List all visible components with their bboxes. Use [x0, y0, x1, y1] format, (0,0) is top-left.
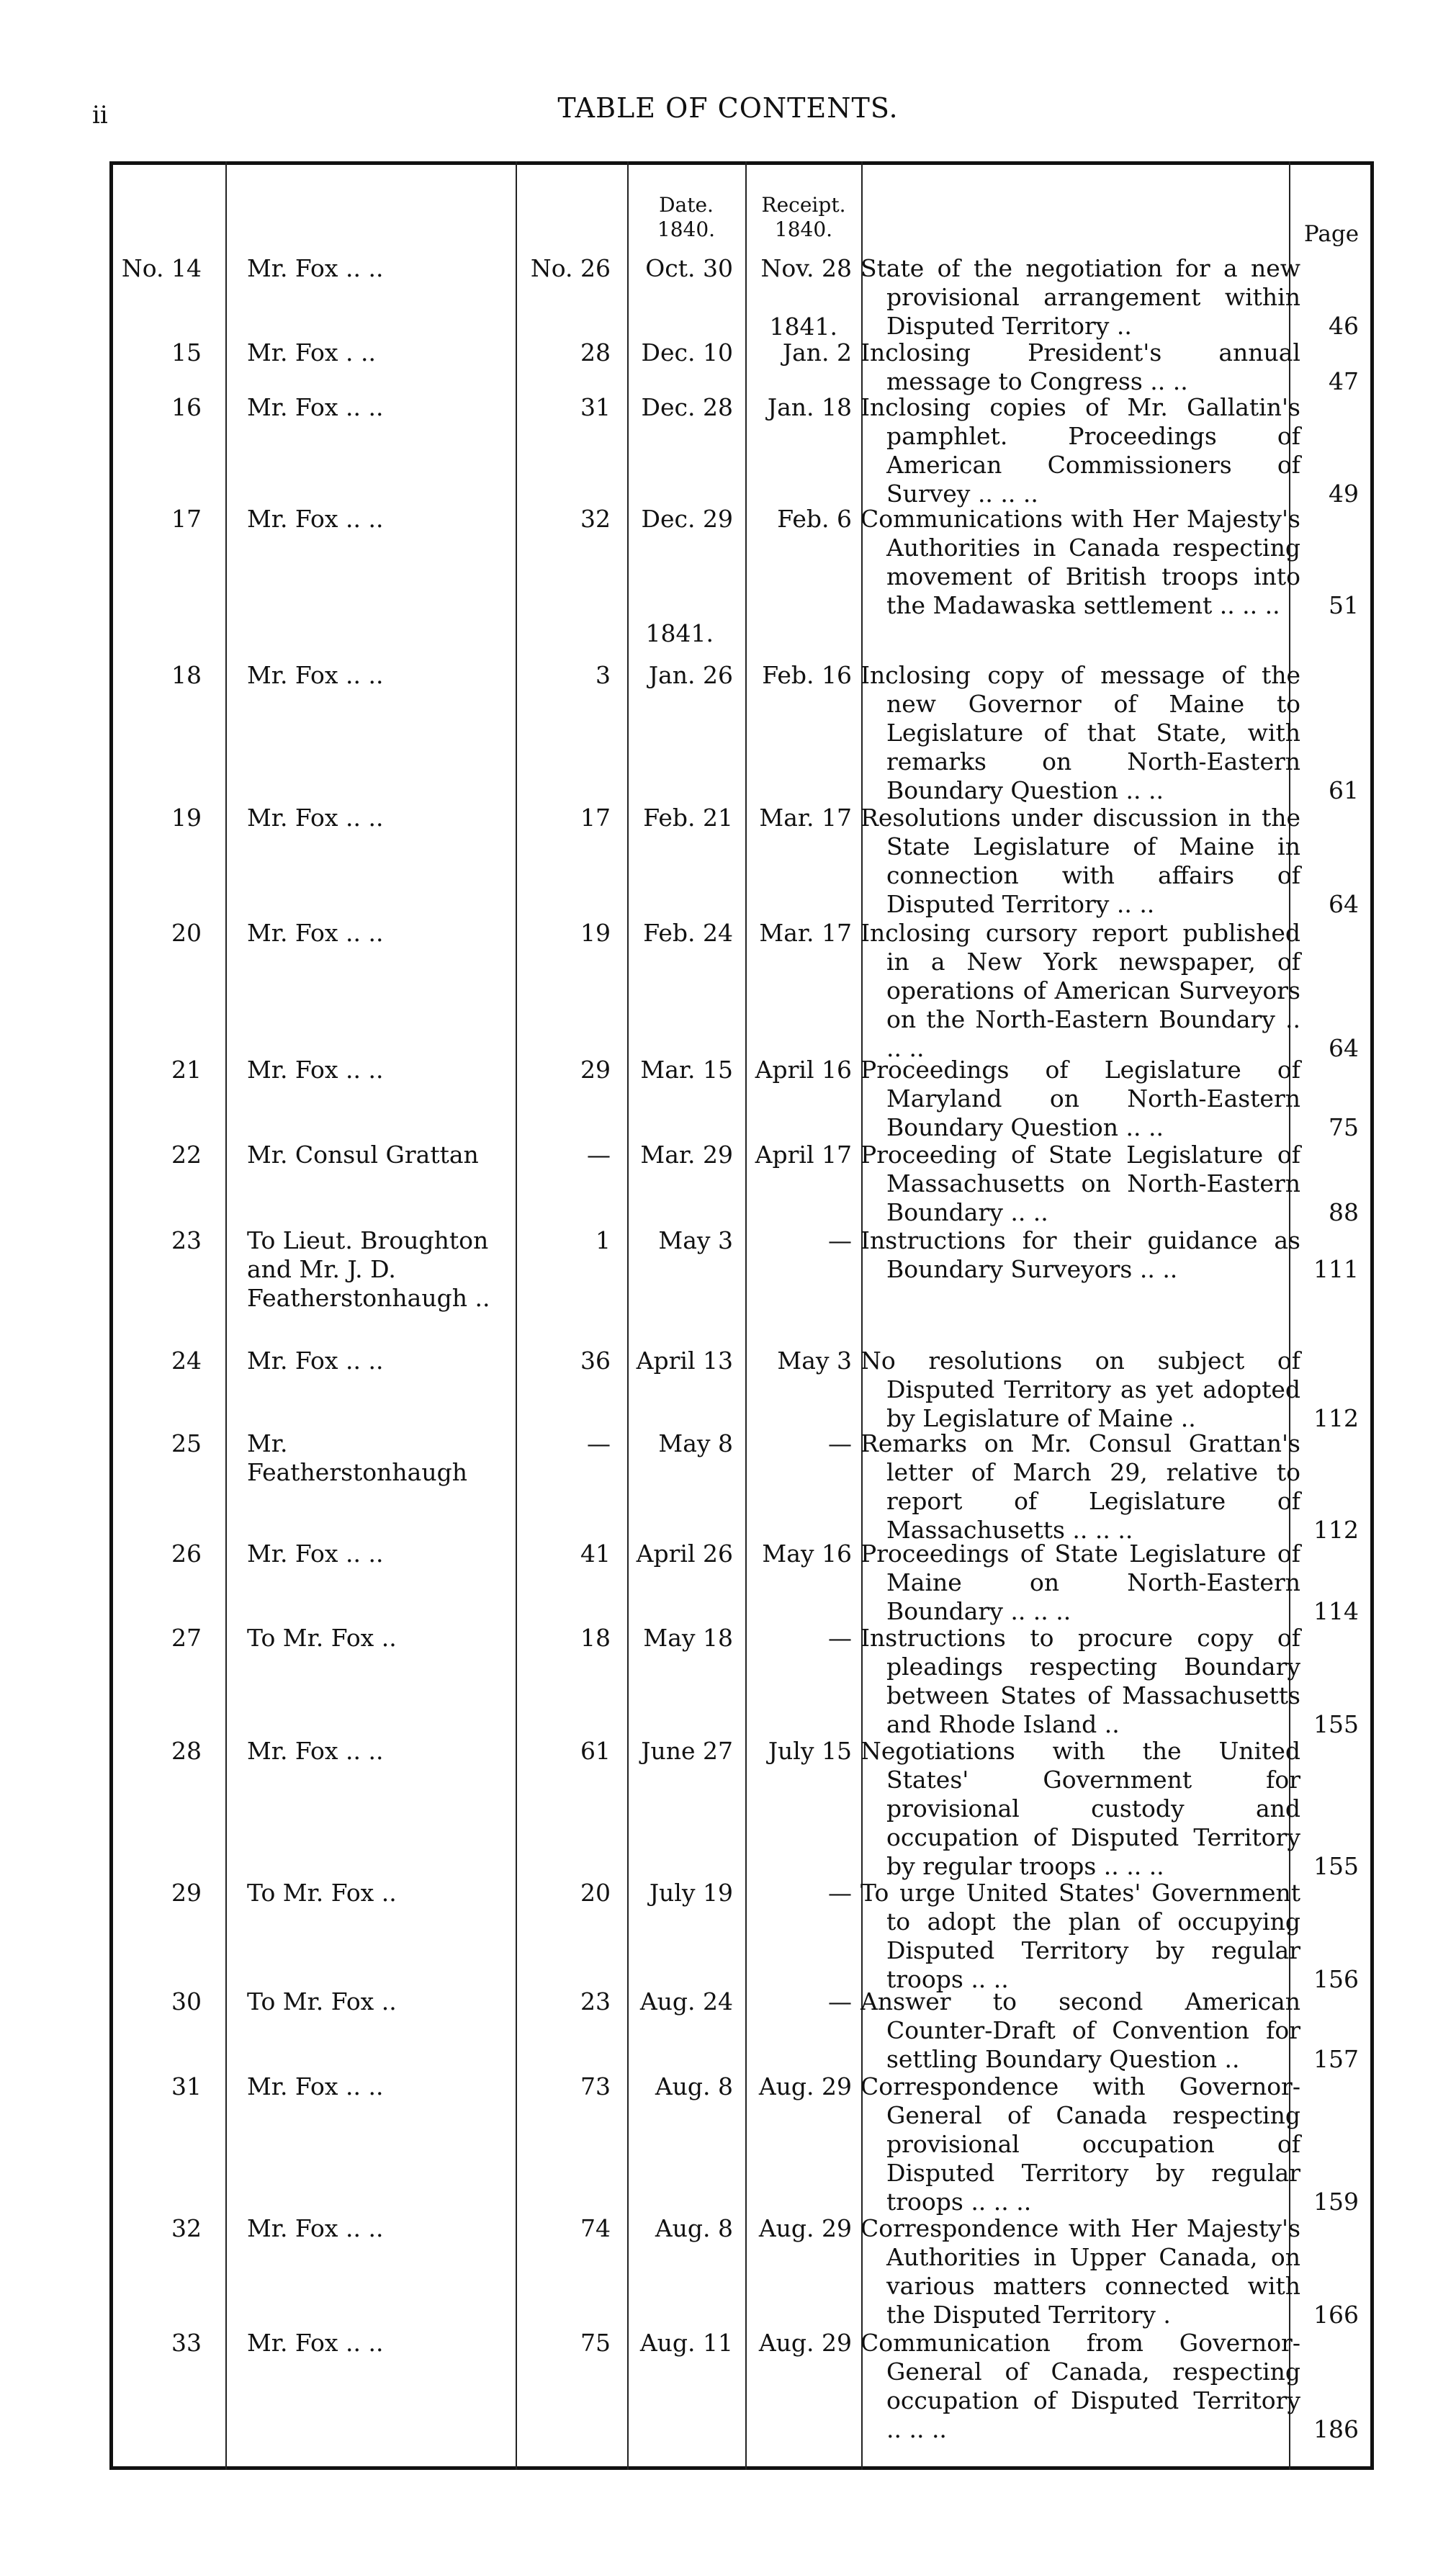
despatch-number: 29	[580, 1056, 611, 1084]
despatch-number: 31	[580, 393, 611, 421]
row-number: 27	[171, 1624, 202, 1652]
despatch-number: 74	[580, 2214, 611, 2242]
subject-cell: Answer to second American Counter-Draft of Convention for settling Boundary Question ..	[860, 1987, 1300, 2073]
date-cell: Jan. 26	[648, 661, 733, 689]
date-year: 1841.	[645, 619, 714, 647]
row-number: 16	[171, 393, 202, 421]
correspondent: Mr. Fox .. ..	[247, 505, 384, 533]
receipt-header-year: 1840.	[774, 217, 833, 241]
receipt-cell: May 3	[777, 1347, 852, 1375]
page-reference: 49	[1329, 480, 1359, 508]
receipt-cell: Jan. 2	[782, 338, 852, 367]
subject-cell: Correspondence with Governor-General of Canada respecting provisional occupation of Disputed Territory by regular troops .. .. ..	[860, 2072, 1300, 2216]
subject-cell: Proceedings of State Legislature of Maine on North-Eastern Boundary .. .. ..	[860, 1540, 1300, 1625]
receipt-cell: —	[828, 1987, 852, 2016]
despatch-number: 41	[580, 1540, 611, 1568]
receipt-cell: Feb. 6	[777, 505, 852, 533]
receipt-cell: Aug. 29	[758, 2214, 852, 2242]
despatch-number: 73	[580, 2072, 611, 2100]
despatch-number: 3	[596, 661, 611, 689]
correspondent: Mr. Fox .. ..	[247, 393, 384, 421]
receipt-cell: Aug. 29	[758, 2072, 852, 2100]
row-number: 32	[171, 2214, 202, 2242]
page-reference: 155	[1313, 1710, 1359, 1738]
date-cell: Dec. 10	[641, 338, 733, 367]
correspondent: To Mr. Fox ..	[247, 1624, 397, 1652]
date-header-label: Date.	[659, 193, 714, 217]
date-cell: Feb. 24	[643, 919, 733, 947]
despatch-number: —	[587, 1429, 611, 1457]
subject-cell: Communication from Governor-General of Canada, respecting occupation of Disputed Territory .. .. ..	[860, 2329, 1300, 2443]
page-reference: 51	[1329, 591, 1359, 619]
correspondent: Mr. Consul Grattan	[247, 1141, 479, 1169]
row-number: 19	[171, 804, 202, 832]
row-number: 29	[171, 1879, 202, 1907]
receipt-header-label: Receipt.	[761, 193, 846, 217]
page-reference: 47	[1329, 367, 1359, 395]
correspondent: To Lieut. Broughton and Mr. J. D. Featherstonhaugh ..	[247, 1226, 490, 1312]
date-cell: Aug. 8	[655, 2214, 733, 2242]
correspondent: Mr. Fox .. ..	[247, 1056, 384, 1084]
row-number: 26	[171, 1540, 202, 1568]
date-cell: Mar. 15	[640, 1056, 733, 1084]
subject-cell: State of the negotiation for a new provisional arrangement within Disputed Territory ..	[860, 254, 1300, 340]
despatch-number: 17	[580, 804, 611, 832]
correspondent: Mr. Fox .. ..	[247, 661, 384, 689]
row-number: 24	[171, 1347, 202, 1375]
page-reference: 64	[1329, 1034, 1359, 1062]
receipt-cell: April 17	[755, 1141, 852, 1169]
despatch-number: 1	[596, 1226, 611, 1254]
receipt-year: 1841.	[769, 313, 837, 341]
receipt-cell: Aug. 29	[758, 2329, 852, 2357]
row-number: 15	[171, 338, 202, 367]
receipt-cell: —	[828, 1226, 852, 1254]
despatch-number: 19	[580, 919, 611, 947]
subject-cell: Proceedings of Legislature of Maryland on North-Eastern Boundary Question .. ..	[860, 1056, 1300, 1141]
correspondent: Mr. Fox .. ..	[247, 2072, 384, 2100]
subject-cell: Inclosing copies of Mr. Gallatin's pamphlet. Proceedings of American Commissioners of Survey .. .. ..	[860, 393, 1300, 508]
subject-cell: Negotiations with the United States' Government for provisional custody and occupation of Disputed Territory by regular troops .. .. ..	[860, 1737, 1300, 1880]
subject-cell: Remarks on Mr. Consul Grattan's letter of March 29, relative to report of Legislature of Massachusetts .. .. ..	[860, 1429, 1300, 1544]
subject-cell: Resolutions under discussion in the State Legislature of Maine in connection with affairs of Disputed Territory .. ..	[860, 804, 1300, 918]
row-number: 18	[171, 661, 202, 689]
page-reference: 64	[1329, 890, 1359, 918]
date-cell: Dec. 28	[641, 393, 733, 421]
subject-cell: To urge United States' Government to adopt the plan of occupying Disputed Territory by regular troops .. ..	[860, 1879, 1300, 1993]
row-number: 21	[171, 1056, 202, 1084]
correspondent: To Mr. Fox ..	[247, 1879, 397, 1907]
despatch-number: 36	[580, 1347, 611, 1375]
date-cell: Aug. 8	[655, 2072, 733, 2100]
page-number: ii	[92, 101, 108, 130]
despatch-number: 18	[580, 1624, 611, 1652]
receipt-cell: —	[828, 1624, 852, 1652]
row-number: 22	[171, 1141, 202, 1169]
despatch-number: —	[587, 1141, 611, 1169]
page-title: TABLE OF CONTENTS.	[557, 92, 899, 124]
correspondent: Mr. Fox .. ..	[247, 254, 384, 282]
row-number: 28	[171, 1737, 202, 1765]
page-reference: 112	[1313, 1516, 1359, 1544]
receipt-cell: July 15	[768, 1737, 852, 1765]
despatch-number: 32	[580, 505, 611, 533]
page-reference: 157	[1313, 2045, 1359, 2073]
correspondent: Mr. Fox .. ..	[247, 2214, 384, 2242]
page-column-header: Page	[1303, 221, 1360, 247]
page-reference: 111	[1313, 1255, 1359, 1283]
date-cell: Oct. 30	[645, 254, 733, 282]
column-divider	[516, 161, 517, 2470]
row-number: 31	[171, 2072, 202, 2100]
date-cell: Aug. 11	[639, 2329, 733, 2357]
correspondent: Mr. Fox .. ..	[247, 1540, 384, 1568]
correspondent: Mr. Fox .. ..	[247, 1347, 384, 1375]
receipt-cell: Mar. 17	[759, 804, 852, 832]
receipt-cell: May 16	[762, 1540, 852, 1568]
page-reference: 112	[1313, 1404, 1359, 1432]
page-reference: 186	[1313, 2415, 1359, 2443]
correspondent: Mr. Fox .. ..	[247, 1737, 384, 1765]
despatch-number: 61	[580, 1737, 611, 1765]
despatch-number: 75	[580, 2329, 611, 2357]
receipt-column-header	[747, 193, 860, 242]
despatch-number: 23	[580, 1987, 611, 2016]
correspondent: Mr. Fox .. ..	[247, 919, 384, 947]
page-reference: 46	[1329, 312, 1359, 340]
page-reference: 156	[1313, 1965, 1359, 1993]
subject-cell: No resolutions on subject of Disputed Territory as yet adopted by Legislature of Maine ..	[860, 1347, 1300, 1432]
row-number: 30	[171, 1987, 202, 2016]
date-cell: July 19	[649, 1879, 733, 1907]
correspondent: Mr. Fox .. ..	[247, 2329, 384, 2357]
date-cell: May 18	[643, 1624, 733, 1652]
receipt-cell: —	[828, 1879, 852, 1907]
receipt-cell: Feb. 16	[762, 661, 852, 689]
date-cell: April 26	[636, 1540, 733, 1568]
receipt-cell: Nov. 28	[760, 254, 852, 282]
page-reference: 159	[1313, 2188, 1359, 2216]
subject-cell: Instructions for their guidance as Boundary Surveyors .. ..	[860, 1226, 1300, 1283]
despatch-number: No. 26	[530, 254, 611, 282]
subject-cell: Instructions to procure copy of pleadings respecting Boundary between States of Massachusetts and Rhode Island ..	[860, 1624, 1300, 1738]
subject-cell: Communications with Her Majesty's Authorities in Canada respecting movement of British troops into the Madawaska settlement .. .. ..	[860, 505, 1300, 619]
correspondent: Mr. Fox . ..	[247, 338, 376, 367]
date-cell: Mar. 29	[640, 1141, 733, 1169]
page-reference: 75	[1329, 1113, 1359, 1141]
date-cell: Feb. 21	[643, 804, 733, 832]
date-header-year: 1840.	[657, 217, 716, 241]
page-reference: 88	[1329, 1198, 1359, 1226]
page-reference: 114	[1313, 1597, 1359, 1625]
receipt-cell: Mar. 17	[759, 919, 852, 947]
row-number: No. 14	[121, 254, 202, 282]
receipt-cell: April 16	[755, 1056, 852, 1084]
subject-cell: Inclosing copy of message of the new Governor of Maine to Legislature of that State, with remarks on North-Eastern Boundary Question .. ..	[860, 661, 1300, 804]
date-cell: Dec. 29	[641, 505, 733, 533]
subject-cell: Inclosing President's annual message to Congress .. ..	[860, 338, 1300, 395]
date-cell: April 13	[636, 1347, 733, 1375]
row-number: 17	[171, 505, 202, 533]
page-reference: 155	[1313, 1852, 1359, 1880]
correspondent: Mr. Featherstonhaugh	[247, 1429, 467, 1486]
despatch-number: 28	[580, 338, 611, 367]
date-cell: Aug. 24	[639, 1987, 733, 2016]
date-cell: June 27	[641, 1737, 733, 1765]
row-number: 25	[171, 1429, 202, 1457]
despatch-number: 20	[580, 1879, 611, 1907]
subject-cell: Correspondence with Her Majesty's Authorities in Upper Canada, on various matters connected with the Disputed Territory .	[860, 2214, 1300, 2329]
row-number: 23	[171, 1226, 202, 1254]
subject-cell: Inclosing cursory report published in a New York newspaper, of operations of American Surveyors on the North-Eastern Boundary .. .. ..	[860, 919, 1300, 1062]
correspondent: To Mr. Fox ..	[247, 1987, 397, 2016]
row-number: 33	[171, 2329, 202, 2357]
correspondent: Mr. Fox .. ..	[247, 804, 384, 832]
row-number: 20	[171, 919, 202, 947]
receipt-cell: Jan. 18	[767, 393, 852, 421]
date-cell: May 8	[658, 1429, 733, 1457]
receipt-cell: —	[828, 1429, 852, 1457]
column-divider	[225, 161, 227, 2470]
date-column-header	[629, 193, 744, 242]
date-cell: May 3	[658, 1226, 733, 1254]
subject-cell: Proceeding of State Legislature of Massachusetts on North-Eastern Boundary .. ..	[860, 1141, 1300, 1226]
page-reference: 166	[1313, 2301, 1359, 2329]
page-reference: 61	[1329, 776, 1359, 804]
